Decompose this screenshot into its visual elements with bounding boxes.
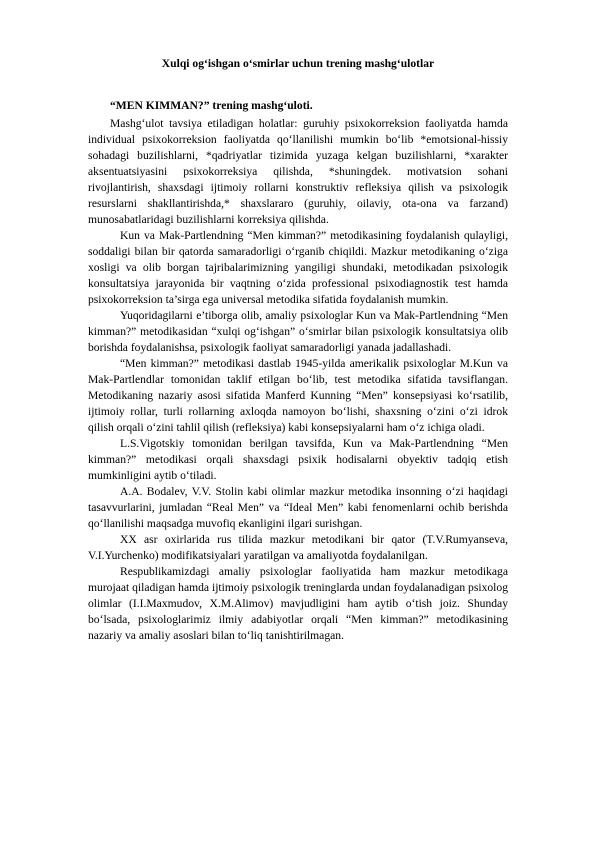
paragraph-8: Respublikamizdagi amaliy psixologlar faoliyatida ham mazkur metodikaga murojaat qiladigan hamda ijtimoiy psixologik treninglarda undan foydalanadigan psixolog olimlar (I.I.Maxmudov, X.M.Alimov) mavjudligini ham aytib o‘tish joiz. Shunday bo‘lsada, psixologlarimiz ilmiy adabiyotlar orqali “Men kimman?” metodikasining nazariy va amaliy asoslari bilan to‘liq tanishtirilmagan. xyxy=(88,565,508,642)
document-title: Xulqi og‘ishgan o‘smirlar uchun trening mashg‘ulotlar xyxy=(161,57,435,70)
section-heading: “MEN KIMMAN?” trening mashg‘uloti. xyxy=(110,99,313,112)
paragraph-3: Yuqoridagilarni e’tiborga olib, amaliy psixologlar Kun va Mak-Partlendning “Men kimman?” metodikasidan “xulqi og‘ishgan” o‘smirlar bilan psixologik konsultatsiya olib borishda foydalanishsa, psixologik faoliyat samaradorligi yanada jadallashadi. xyxy=(88,309,508,354)
paragraph-5: L.S.Vigotskiy tomonidan berilgan tavsifda, Kun va Mak-Partlendning “Men kimman?” metodikasi orqali shaxsdagi psixik hodisalarni obyektiv tadqiq etish mumkinligini aytib o‘tiladi. xyxy=(88,437,508,482)
paragraph-6: A.A. Bodalev, V.V. Stolin kabi olimlar mazkur metodika insonning o‘zi haqidagi tasavvurlarini, jumladan “Real Men” va “Ideal Men” kabi fenomenlarni ochib berishda qo‘llanilishi maqsadga muvofiq ekanligini ilgari surishgan. xyxy=(88,485,508,530)
paragraph-1: Mashg‘ulot tavsiya etiladigan holatlar: guruhiy psixokorreksion faoliyatda hamda individual psixokorreksion faoliyatda qo‘llanilishi mumkin bo‘lib *emotsional-hissiy sohadagi buzilishlarni, *qadriyatlar tizimida yuzaga kelgan buzilishlarni, *xarakter aksentuatsiyasini psixokorreksiya qilishda, *shuningdek. motivatsion sohani rivojlantirish, shaxsdagi ijtimoiy rollarni konstruktiv refleksiya qilish va psixologik resurslarni shakllantirishda,* shaxslararo (guruhiy, oilaviy, ota-ona va farzand) munosabatlaridagi buzilishlarni korreksiya qilishda. xyxy=(88,117,508,226)
document-page xyxy=(88,56,508,644)
paragraph-4: “Men kimman?” metodikasi dastlab 1945-yilda amerikalik psixologlar M.Kun va Mak-Partlendlar tomonidan taklif etilgan bo‘lib, test metodika sifatida tavsiflangan. Metodikaning nazariy asosi sifatida Manferd Kunning “Men” konsepsiyasi ko‘rsatilib, ijtimoiy rollar, turli rollarning axloqda namoyon bo‘lishi, shaxsning o‘zini o‘zi idrok qilish orqali o‘zini tahlil qilish (refleksiya) kabi konsepsiyalarni ham o‘z ichiga oladi. xyxy=(88,357,508,434)
paragraph-7: XX asr oxirlarida rus tilida mazkur metodikani bir qator (T.V.Rumyanseva, V.I.Yurchenko) modifikatsiyalari yaratilgan va amaliyotda foydalanilgan. xyxy=(88,533,508,562)
paragraph-2: Kun va Mak-Partlendning “Men kimman?” metodikasining foydalanish qulayligi, soddaligi bilan bir qatorda samaradorligi o‘rganib chiqildi. Mazkur metodikaning o‘ziga xosligi va olib borgan tajribalarimizning yangiligi shundaki, metodikadan psixologik konsultatsiya jarayonida bir vaqtning o‘zida professional psixodiagnostik test hamda psixokorreksion ta’sirga ega universal metodika sifatida foydalanish mumkin. xyxy=(88,229,508,306)
